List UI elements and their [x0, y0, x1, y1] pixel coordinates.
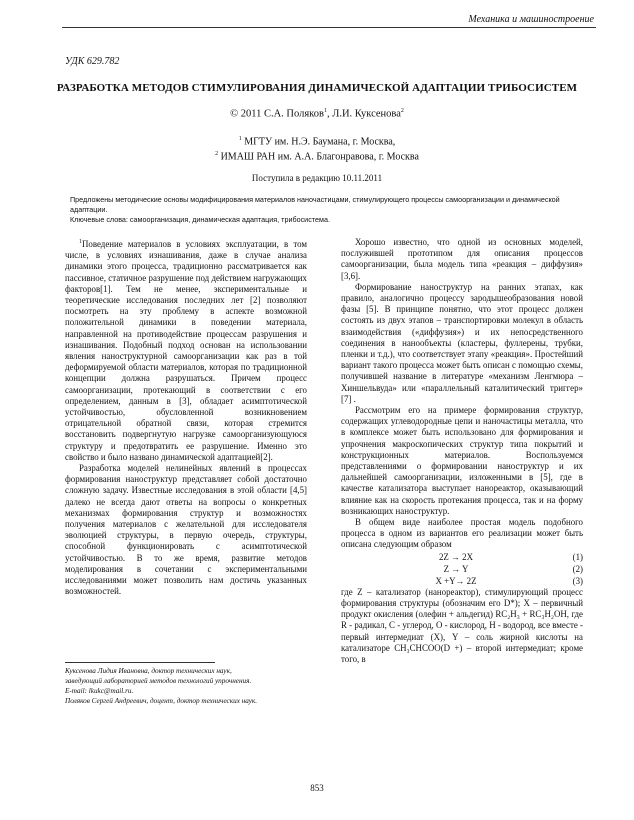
right-paragraph-3: Рассмотрим его на примере формирования структур, содержащих углеводородные цепи и наночастицы металла, что в комплексе может быть использовано для формирования и упрочнения макроскопических структур типа покрытий и конструкционных материалов. Воспользуемся представлениями о формировании наноструктур и их дальнейшей самоорганизации, изложенными в [5], где в качестве катализатора выступает нанореактор, оказывающий влияние как на скорость протекания процесса, так и на форму возникающих наноструктур.: [341, 405, 583, 516]
affil-1-mark: 1: [238, 136, 242, 142]
received-date: Поступила в редакцию 10.11.2011: [251, 173, 383, 183]
affil-2-text: ИМАШ РАН им. А.А. Благонравова, г. Москва: [220, 151, 419, 163]
author-2-affil-mark: 2: [400, 108, 404, 114]
page-number: 853: [310, 783, 324, 793]
affiliation-1: [0, 133, 634, 148]
footnote-rule: [65, 662, 215, 663]
affiliation-2: [0, 148, 634, 163]
author-1: © 2011 С.А. Поляков: [230, 108, 324, 120]
footnote-mark: 1: [79, 239, 82, 245]
equation-2-expr: Z → Y: [443, 563, 469, 574]
equation-1: [341, 551, 583, 563]
header-rule: [62, 27, 596, 28]
equation-1-number: (1): [572, 551, 583, 562]
left-paragraph-2: Разработка моделей нелинейных явлений в процессах формирования наноструктур представляет собой достаточно сложную задачу. Известные исследования в этой области [4,5] далеко не всегда дают ответы на вопросы о конкретных механизмах формирования структур и возможностях получения материалов с желательной для исследователя эволюцией структуры, в первую очередь, структуры, способной функционировать с асимптотической устойчивостью. В то же время, развитие методов моделирования в сочетании с экспериментальными исследованиями может позволить нам достичь указанных возможностей.: [65, 463, 307, 597]
article-title: РАЗРАБОТКА МЕТОДОВ СТИМУЛИРОВАНИЯ ДИНАМИЧЕСКОЙ АДАПТАЦИИ ТРИБОСИСТЕМ: [56, 82, 578, 94]
udc-code: УДК 629.782: [65, 56, 120, 67]
equation-2: [341, 563, 583, 575]
equation-3: [341, 575, 583, 587]
left-column: [65, 237, 307, 597]
right-paragraph-5: где Z – катализатор (нанореактор), стимулирующий процесс формирования структуры (обозначим его D*); X – первичный продукт окисления (олефин + альдегид) RC₂H₃ + RC₃H₂OH, где R - радикал, C - углерод, O - кислород, H - водород, все вместе - первый интермедиат (X), Y – соль жирной кислоты на катализаторе CH₃CHCOO(D +) – второй интермедиат; кроме того, в: [341, 586, 583, 664]
abstract-text: Предложены методические основы модифицирования материалов наночастицами, стимулирующего процессы самоорганизации и динамической адаптации.: [70, 195, 560, 214]
author-1-affil-mark: 1: [323, 108, 327, 114]
keywords: Ключевые слова: самоорганизация, динамическая адаптация, трибосистема.: [70, 214, 330, 224]
author-footnotes: [65, 666, 325, 706]
affiliations: [0, 133, 634, 164]
right-paragraph-1: Хорошо известно, что одной из основных моделей, послужившей прототипом для описания процессов самоорганизации, была модель типа «реакция – диффузия» [3,6].: [341, 237, 583, 281]
equation-2-number: (2): [572, 563, 583, 574]
author-2: , Л.И. Куксенова: [326, 108, 401, 120]
footnote-line-1: Куксенова Лидия Ивановна, доктор технических наук,: [65, 667, 232, 675]
journal-section-header: Механика и машиностроение: [468, 14, 594, 25]
footnote-line-2: заведующий лабораторией методов технологий упрочнения.: [65, 677, 252, 685]
right-paragraph-4: В общем виде наиболее простая модель подобного процесса в одном из вариантов его реализации может быть описана следующим образом: [341, 517, 583, 550]
affil-1-text: МГТУ им. Н.Э. Баумана, г. Москва,: [244, 136, 396, 148]
left-paragraph-1: [65, 237, 307, 463]
right-column: [341, 237, 583, 665]
equation-3-number: (3): [572, 575, 583, 586]
equation-1-expr: 2Z → 2X: [438, 551, 474, 562]
footnote-line-3: E-mail: lkukc@mail.ru.: [65, 687, 134, 695]
left-p1-text: Поведение материалов в условиях эксплуатации, в том числе, в условиях изнашивания, даже в случае анализа динамики этого процесса, традиционно рассматривается как пассивное, статичное разрушение под действием нагружающих факторов[1]. Тем не менее, экспериментальные и теоретические исследования последних лет [2] позволяют посмотреть на эту проблему в аспекте возможной положительной динамики в поведении материала, направленной на противодействие процессам разрушения и изнашивания. Подобный подход основан на использовании явления наноструктурной самоорганизации как раз в той деформируемой области материалов, которая по традиционной концепции должна разрушаться. Причем процесс самоорганизации, протекающий в соответствии с его определением, данным в [3], обладает асимптотической устойчивостью, обусловленной возникновением отрицательной обратной связи, которая стремится восстановить подвергнутую нагрузке самоорганизующуюся структуру и предотвратить ее разрушение. Именно это свойство и было названо динамической адаптацией[2].: [65, 238, 307, 462]
footnote-line-4: Поляков Сергей Андреевич, доцент, доктор технических наук.: [65, 697, 258, 705]
right-paragraph-2: Формирование наноструктур на ранних этапах, как правило, аналогично процессу зародышеобразования новой фазы [5]. В принципе понятно, что этот процесс должен состоять из двух этапов – транспортировки молекул в область взаимодействия («диффузия») и их непосредственного соединения в нанообъекты (кластеры, фуллерены, трубки, пленки и т.д.), что соответствует этапу «реакция». Простейший вариант такого процесса может быть описан с помощью схемы, получившей название в литературе «механизм Ленгмюра – Хиншельвуда» или «параллельный каталитический триггер» [7] .: [341, 281, 583, 404]
equation-3-expr: X +Y→ 2Z: [435, 575, 477, 586]
authors-line: [0, 108, 634, 120]
abstract: [70, 195, 570, 224]
affil-2-mark: 2: [215, 151, 219, 158]
